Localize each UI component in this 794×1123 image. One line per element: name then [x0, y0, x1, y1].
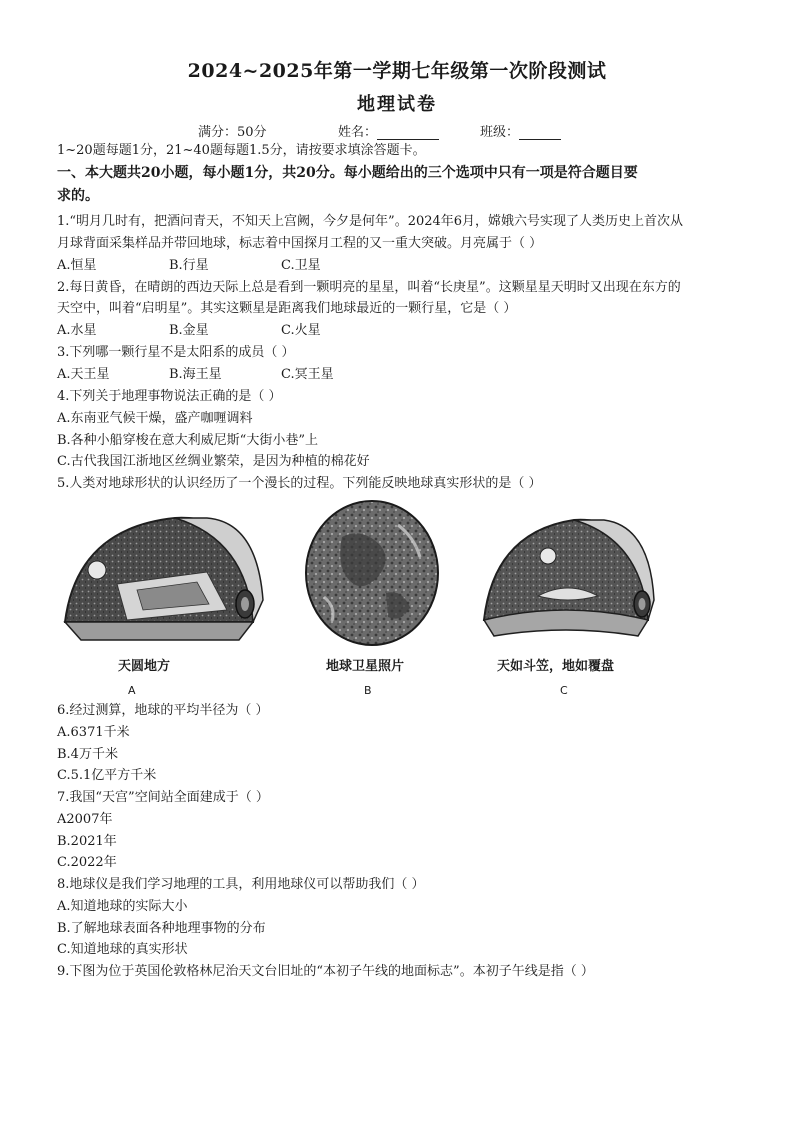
- figure-c-hat-sky-illustration[interactable]: [478, 500, 658, 645]
- figure-b-letter: B: [364, 684, 372, 697]
- q2-option-b[interactable]: B.金星: [169, 323, 209, 338]
- figure-b-caption: 地球卫星照片: [326, 659, 405, 674]
- section-heading-line1: 一、本大题共20小题，每小题1分，共20分。每小题给出的三个选项中只有一项是符合题目要: [57, 165, 638, 181]
- q8-stem: 8.地球仪是我们学习地理的工具，利用地球仪可以帮助我们（ ）: [57, 877, 425, 892]
- section-heading-line2: 求的。: [57, 188, 99, 204]
- q3-option-c[interactable]: C.冥王星: [281, 367, 334, 382]
- figure-c-letter: C: [560, 684, 568, 697]
- q2-options: [57, 322, 747, 340]
- q7-stem: 7.我国“天宫”空间站全面建成于（ ）: [57, 790, 269, 805]
- q9-stem: 9.下图为位于英国伦敦格林尼治天文台旧址的“本初子午线的地面标志”。本初子午线是指（ ）: [57, 964, 594, 979]
- q4-option-b[interactable]: B.各种小船穿梭在意大利威尼斯“大街小巷”上: [57, 433, 318, 448]
- figure-a-dome-illustration[interactable]: [57, 500, 267, 648]
- q7-option-b[interactable]: B.2021年: [57, 834, 117, 849]
- figure-c-caption: 天如斗笠，地如覆盘: [497, 659, 615, 674]
- q3-option-a[interactable]: A.天王星: [57, 367, 110, 382]
- name-blank[interactable]: [377, 125, 439, 140]
- instructions: 1~20题每题1分，21~40题每题1.5分，请按要求填涂答题卡。: [57, 143, 426, 158]
- score-label: 满分：50分: [198, 125, 267, 140]
- figure-a-caption: 天圆地方: [118, 659, 171, 674]
- q1-option-b[interactable]: B.行星: [169, 258, 209, 273]
- q1-options: [57, 257, 747, 275]
- name-field-group: [338, 121, 439, 140]
- q1-stem-line1: 1.“明月几时有，把酒问青天，不知天上宫阙，今夕是何年”。2024年6月，嫦娥六号实现了人类历史上首次从: [57, 214, 684, 229]
- q4-option-c[interactable]: C.古代我国江浙地区丝绸业繁荣，是因为种植的棉花好: [57, 454, 370, 469]
- q6-stem: 6.经过测算，地球的平均半径为（ ）: [57, 703, 269, 718]
- q1-option-a[interactable]: A.恒星: [57, 258, 97, 273]
- q8-option-b[interactable]: B.了解地球表面各种地理事物的分布: [57, 921, 266, 936]
- q7-option-c[interactable]: C.2022年: [57, 855, 117, 870]
- q1-stem-line2: 月球背面采集样品并带回地球，标志着中国探月工程的又一重大突破。月亮属于（ ）: [57, 236, 543, 251]
- figure-a-letter: A: [128, 684, 136, 697]
- q6-option-c[interactable]: C.5.1亿平方千米: [57, 768, 157, 783]
- q5-stem: 5.人类对地球形状的认识经历了一个漫长的过程。下列能反映地球真实形状的是（ ）: [57, 476, 542, 491]
- figure-b-earth-photo[interactable]: [302, 497, 442, 647]
- q1-option-c[interactable]: C.卫星: [281, 258, 321, 273]
- q8-option-a[interactable]: A.知道地球的实际大小: [57, 899, 188, 914]
- page-subtitle: 地理试卷: [357, 94, 437, 115]
- q8-option-c[interactable]: C.知道地球的真实形状: [57, 942, 188, 957]
- q4-stem: 4.下列关于地理事物说法正确的是（ ）: [57, 389, 282, 404]
- q3-stem: 3.下列哪一颗行星不是太阳系的成员（ ）: [57, 345, 295, 360]
- q3-options: [57, 366, 747, 384]
- class-label: 班级：: [480, 125, 520, 140]
- q2-option-a[interactable]: A.水星: [57, 323, 97, 338]
- q2-stem-line2: 天空中，叫着“启明星”。其实这颗星是距离我们地球最近的一颗行星，它是（ ）: [57, 301, 517, 316]
- q4-option-a[interactable]: A.东南亚气候干燥，盛产咖喱调料: [57, 411, 253, 426]
- q2-option-c[interactable]: C.火星: [281, 323, 321, 338]
- class-field-group: [480, 121, 561, 140]
- q6-option-a[interactable]: A.6371千米: [57, 725, 130, 740]
- class-blank[interactable]: [519, 125, 561, 140]
- q6-option-b[interactable]: B.4万千米: [57, 747, 118, 762]
- q7-option-a[interactable]: A2007年: [57, 812, 113, 827]
- q2-stem-line1: 2.每日黄昏，在晴朗的西边天际上总是看到一颗明亮的星星，叫着“长庚星”。这颗星星天明时又出现在东方的: [57, 280, 681, 295]
- q3-option-b[interactable]: B.海王星: [169, 367, 222, 382]
- name-label: 姓名：: [338, 125, 378, 140]
- page-title: 2024~2025年第一学期七年级第一次阶段测试: [187, 60, 607, 82]
